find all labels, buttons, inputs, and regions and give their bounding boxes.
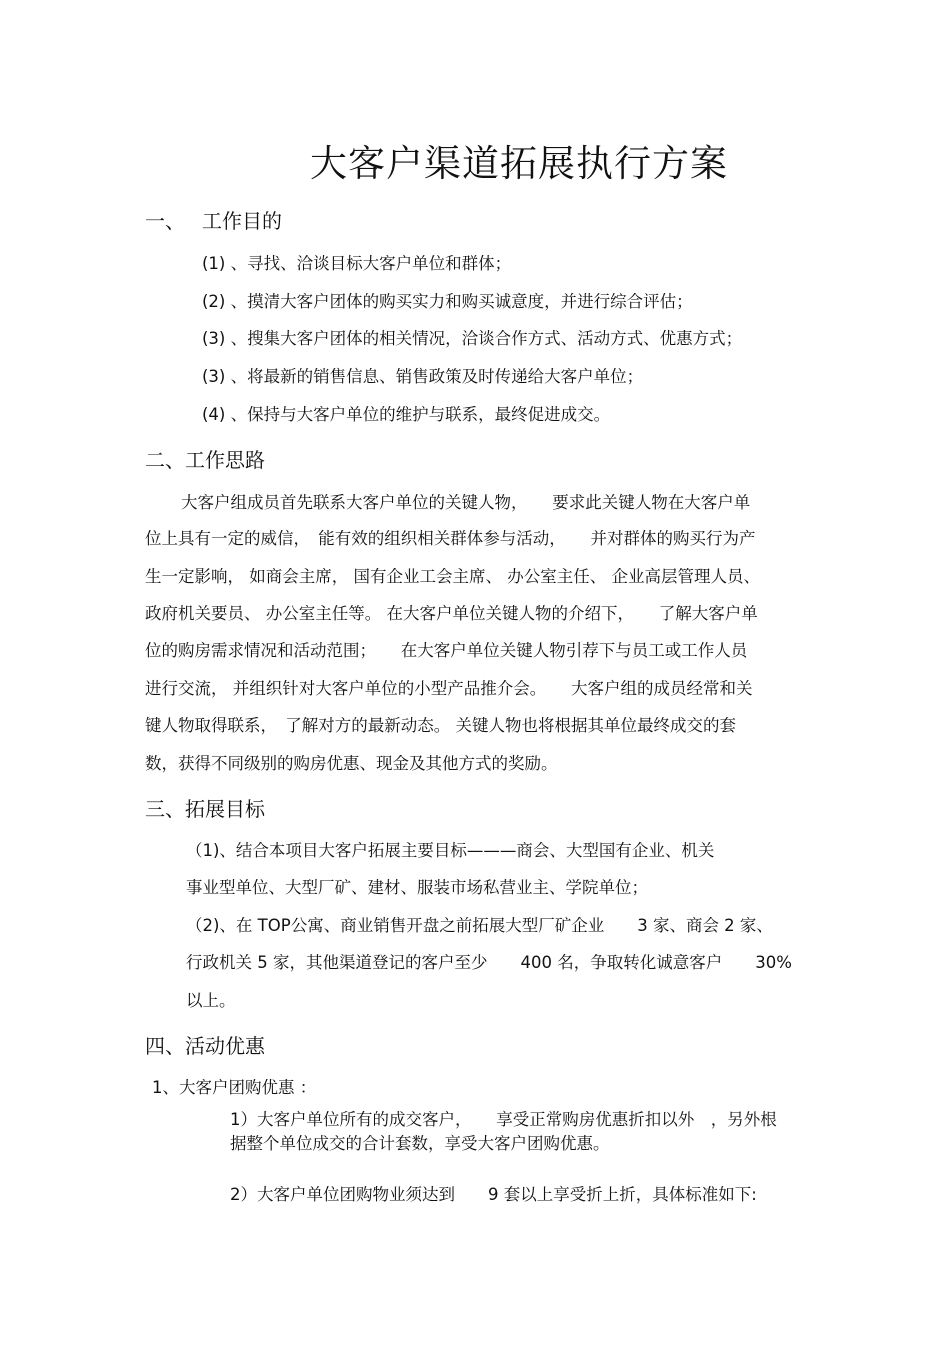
section3-line: 行政机关 5 家，其他渠道登记的客户至少 400 名，争取转化诚意客户 30% <box>186 953 792 972</box>
section2-line: 大客户组成员首先联系大客户单位的关键人物， 要求此关键人物在大客户单 <box>181 493 751 512</box>
section2-heading: 二、工作思路 <box>145 448 265 472</box>
section1-item: (3) 、将最新的销售信息、销售政策及时传递给大客户单位； <box>202 367 644 386</box>
section3-line: 以上。 <box>186 991 236 1010</box>
section2-line: 政府机关要员、 办公室主任等。 在大客户单位关键人物的介绍下， 了解大客户单 <box>145 604 758 623</box>
section2-line: 键人物取得联系， 了解对方的最新动态。 关键人物也将根据其单位最终成交的套 <box>145 716 736 735</box>
section1-heading: 工作目的 <box>202 209 282 233</box>
section1-item: (3) 、搜集大客户团体的相关情况，洽谈合作方式、活动方式、优惠方式； <box>202 329 743 348</box>
section1-item: (2) 、摸清大客户团体的购买实力和购买诚意度，并进行综合评估； <box>202 292 693 311</box>
section1-item: (4) 、保持与大客户单位的维护与联系，最终促进成交。 <box>202 405 611 424</box>
section2-line: 进行交流， 并组织针对大客户单位的小型产品推介会。 大客户组的成员经常和关 <box>145 679 753 698</box>
section3-line: （2)、在 TOP公寓、商业销售开盘之前拓展大型厂矿企业 3 家、商会 2 家、 <box>186 916 773 935</box>
section2-line: 位的购房需求情况和活动范围； 在大客户单位关键人物引荐下与员工或工作人员 <box>145 641 748 660</box>
section4-item: 据整个单位成交的合计套数，享受大客户团购优惠。 <box>230 1134 610 1153</box>
section4-item: 2）大客户单位团购物业须达到 9 套以上享受折上折，具体标准如下: <box>230 1185 757 1204</box>
section3-heading: 三、拓展目标 <box>145 797 265 821</box>
section1-number: 一、 <box>145 209 185 233</box>
section4-subheading: 1、大客户团购优惠 ： <box>152 1078 317 1097</box>
section2-line: 位上具有一定的威信， 能有效的组织相关群体参与活动， 并对群体的购买行为产 <box>145 529 756 548</box>
section2-line: 数，获得不同级别的购房优惠、现金及其他方式的奖励。 <box>145 754 558 773</box>
section2-line: 生一定影响， 如商会主席， 国有企业工会主席、 办公室主任、 企业高层管理人员、 <box>145 567 760 586</box>
section3-line: （1)、结合本项目大客户拓展主要目标———商会、大型国有企业、机关 <box>186 841 715 860</box>
section3-line: 事业型单位、大型厂矿、建材、服装市场私营业主、学院单位； <box>186 878 648 897</box>
page-title: 大客户渠道拓展执行方案 <box>310 142 728 185</box>
section1-item: (1) 、寻找、洽谈目标大客户单位和群体； <box>202 254 512 273</box>
section4-heading: 四、活动优惠 <box>145 1034 265 1058</box>
section4-item: 1）大客户单位所有的成交客户， 享受正常购房优惠折扣以外 ，另外根 <box>230 1110 777 1129</box>
